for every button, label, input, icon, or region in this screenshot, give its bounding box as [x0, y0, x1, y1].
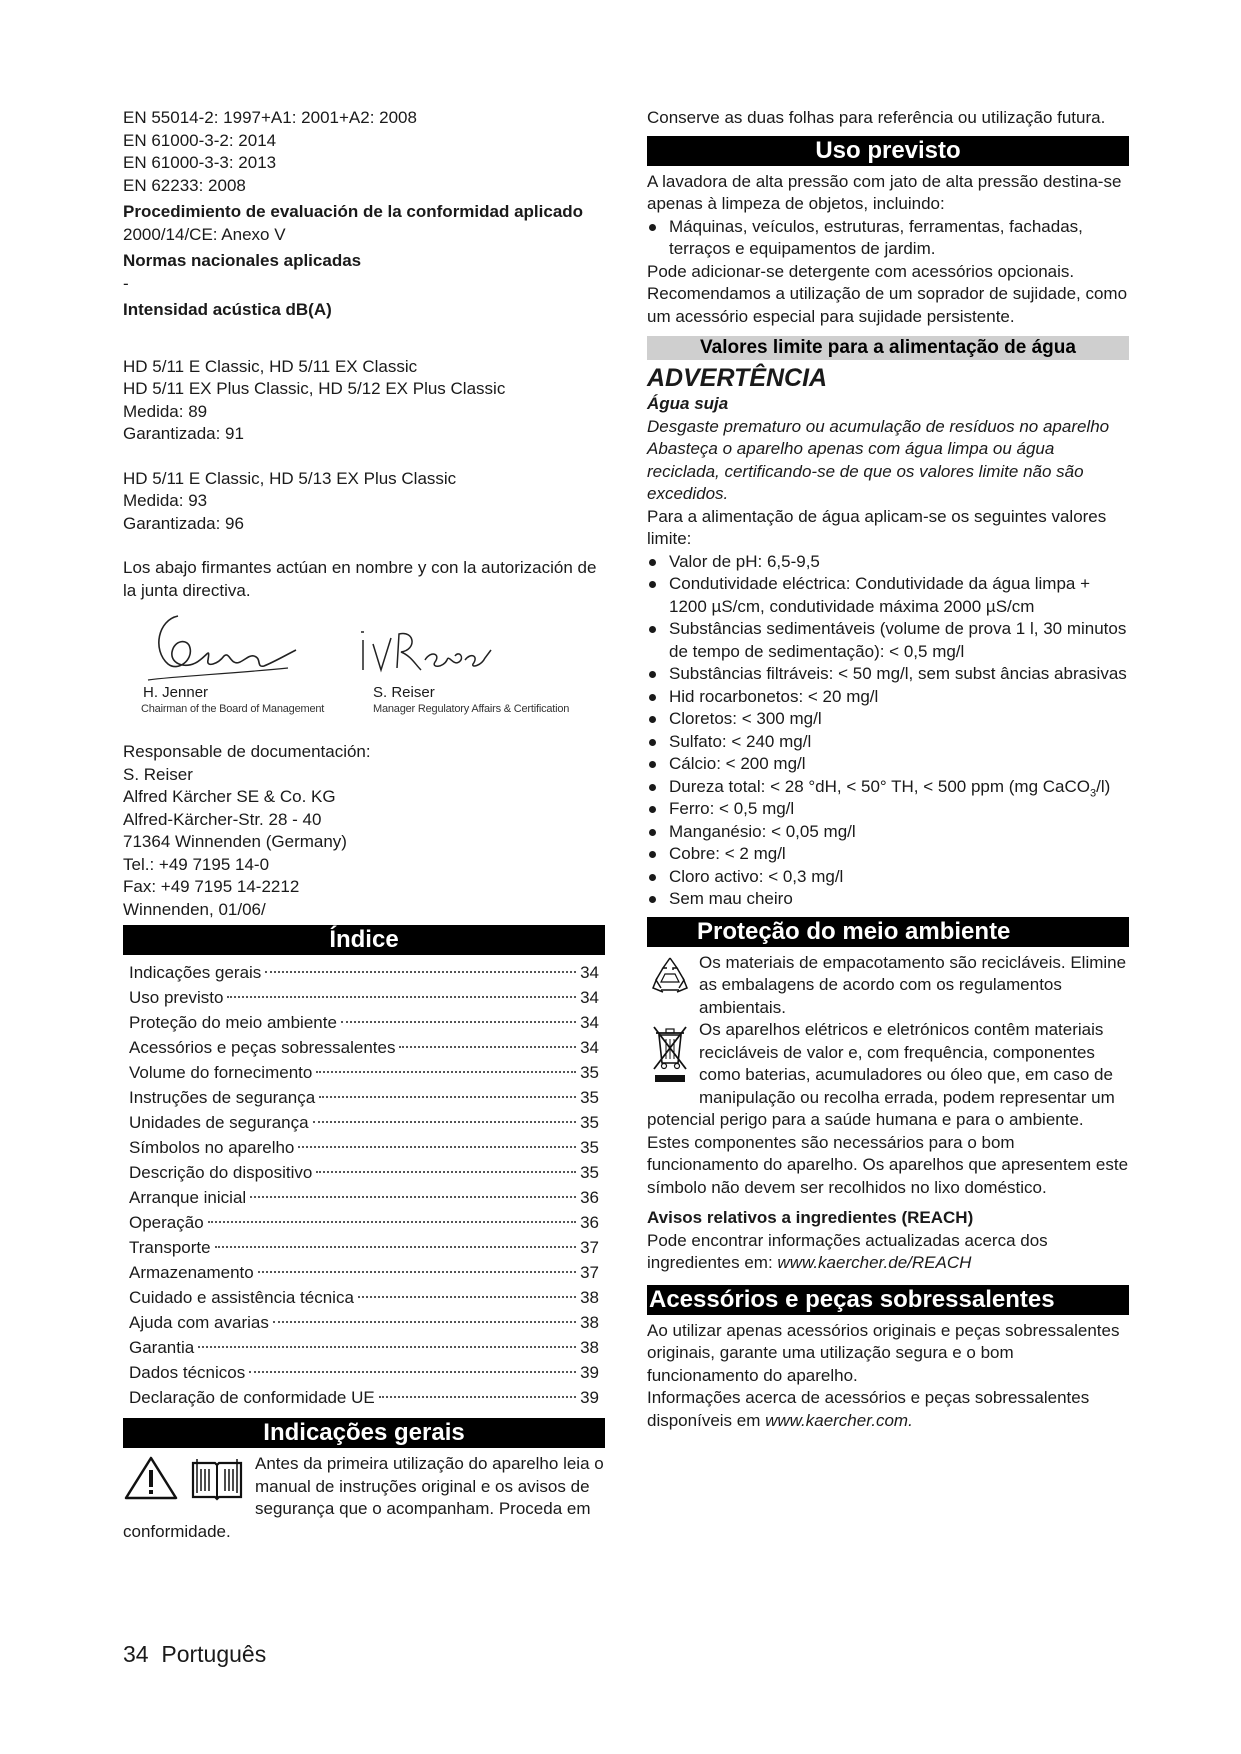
- toc-leader-dots: [358, 1296, 576, 1298]
- toc-entry[interactable]: [123, 1310, 605, 1335]
- recycle-notice: [647, 952, 1129, 1020]
- reach-text: Pode encontrar informações actualizadas acerca dos ingredientes em:: [647, 1230, 1048, 1272]
- norms-list: [123, 107, 605, 197]
- toc-entry-page: 39: [580, 1363, 599, 1382]
- toc-entry-page: 38: [580, 1338, 599, 1357]
- hardness-text: Dureza total: < 28 °dH, < 50° TH, < 500 ppm (mg CaCO: [669, 776, 1091, 796]
- toc-entry-title: Ajuda com avarias: [129, 1313, 269, 1332]
- toc-entry-page: 35: [580, 1113, 599, 1132]
- page-footer: [123, 1640, 266, 1668]
- address-line: S. Reiser: [123, 764, 193, 784]
- list-item: Substâncias filtráveis: < 50 mg/l, sem subst âncias abrasivas: [647, 663, 1129, 686]
- list-item: Condutividade eléctrica: Condutividade da água limpa + 1200 µS/cm, condutividade máxima 2000 µS/cm: [647, 573, 1129, 618]
- water-limits-heading: Valores limite para a alimentação de água: [647, 336, 1129, 360]
- address-line: Alfred Kärcher SE & Co. KG: [123, 787, 336, 806]
- list-item: Hid rocarbonetos: < 20 mg/l: [647, 686, 1129, 709]
- toc-entry[interactable]: [123, 1085, 605, 1110]
- model-line: Garantizada: 91: [123, 424, 244, 443]
- toc-leader-dots: [313, 1121, 577, 1123]
- model-group-1: [123, 356, 605, 446]
- signature-jenner-image: [138, 610, 308, 682]
- toc-entry-title: Garantia: [129, 1338, 195, 1357]
- toc-entry[interactable]: [123, 1260, 605, 1285]
- environment-heading: Proteção do meio ambiente: [647, 917, 1129, 947]
- general-text: Antes da primeira utilização do aparelho leia o manual de instruções original e os avisos de segurança que o acompanham. Proceda em conformidade.: [123, 1454, 604, 1541]
- toc-entry-title: Uso previsto: [129, 988, 224, 1007]
- hardness-subscript: 3: [1090, 786, 1097, 799]
- signature-2-name: S. Reiser: [373, 684, 435, 701]
- toc-entry-page: 35: [580, 1138, 599, 1157]
- list-item: Cálcio: < 200 mg/l: [647, 753, 1129, 776]
- toc-entry-page: 35: [580, 1163, 599, 1182]
- toc-entry[interactable]: [123, 1335, 605, 1360]
- right-column: [647, 107, 1129, 1432]
- toc-entry[interactable]: [123, 1035, 605, 1060]
- toc-entry-page: 37: [580, 1263, 599, 1282]
- norm-line: EN 61000-3-2: 2014: [123, 130, 277, 150]
- norm-line: EN 55014-2: 1997+A1: 2001+A2: 2008: [123, 108, 417, 127]
- signature-reiser-image: [355, 620, 505, 680]
- list-item: Sulfato: < 240 mg/l: [647, 731, 1129, 754]
- toc-entry-title: Arranque inicial: [129, 1188, 247, 1207]
- list-item: Cloro activo: < 0,3 mg/l: [647, 866, 1129, 889]
- recycle-icon: [651, 954, 689, 1003]
- toc-entry[interactable]: [123, 1285, 605, 1310]
- toc-leader-dots: [258, 1271, 576, 1273]
- toc-entry-title: Unidades de segurança: [129, 1113, 309, 1132]
- index-heading: Índice: [123, 925, 605, 955]
- toc-entry[interactable]: [123, 985, 605, 1010]
- model-line: Medida: 89: [123, 401, 208, 421]
- warning-triangle-icon: [123, 1455, 179, 1508]
- use-text: Pode adicionar-se detergente com acessórios opcionais. Recomendamos a utilização de um soprador de sujidade, como um acessório especial para sujidade persistente.: [647, 261, 1128, 326]
- toc-leader-dots: [379, 1396, 576, 1398]
- toc-entry-page: 39: [580, 1388, 599, 1407]
- toc-entry-title: Símbolos no aparelho: [129, 1138, 295, 1157]
- reach-link[interactable]: www.kaercher.de/REACH: [777, 1253, 972, 1272]
- packaging-text: Os materiais de empacotamento são recicláveis. Elimine as embalagens de acordo com os regulamentos ambientais.: [699, 952, 1127, 1017]
- list-item: Sem mau cheiro: [647, 888, 1129, 911]
- toc-leader-dots: [215, 1246, 577, 1248]
- general-notice: [123, 1453, 605, 1543]
- left-column: [123, 107, 605, 1543]
- signature-2-role: Manager Regulatory Affairs & Certification: [373, 703, 570, 715]
- toc-leader-dots: [198, 1346, 576, 1348]
- address-line: Fax: +49 7195 14-2212: [123, 877, 300, 896]
- toc-leader-dots: [298, 1146, 576, 1148]
- model-line: Garantizada: 96: [123, 513, 244, 533]
- toc-entry-title: Acessórios e peças sobressalentes: [129, 1038, 396, 1057]
- toc-leader-dots: [250, 1196, 576, 1198]
- national-title: Normas nacionales aplicadas: [123, 251, 362, 270]
- toc-entry[interactable]: [123, 1060, 605, 1085]
- signers-note: Los abajo firmantes actúan en nombre y con la autorización de la junta directiva.: [123, 558, 597, 600]
- toc-leader-dots: [316, 1171, 576, 1173]
- accessories-paragraph-2: [647, 1387, 1129, 1432]
- use-heading: Uso previsto: [647, 136, 1129, 166]
- toc-entry-title: Declaração de conformidade UE: [129, 1388, 375, 1407]
- reach-paragraph: [647, 1230, 1129, 1275]
- toc-entry[interactable]: [123, 1185, 605, 1210]
- accessories-link[interactable]: www.kaercher.com.: [765, 1410, 913, 1430]
- toc-leader-dots: [341, 1021, 576, 1023]
- address-line: Winnenden, 01/06/: [123, 899, 266, 919]
- keep-sheets-text: Conserve as duas folhas para referência ou utilização futura.: [647, 108, 1106, 127]
- toc-leader-dots: [273, 1321, 576, 1323]
- toc-entry[interactable]: [123, 1010, 605, 1035]
- national-value: -: [123, 273, 129, 293]
- toc-entry-title: Volume do fornecimento: [129, 1063, 313, 1082]
- toc-entry-page: 36: [580, 1213, 599, 1232]
- model-line: HD 5/11 E Classic, HD 5/13 EX Plus Classic: [123, 468, 457, 488]
- toc-leader-dots: [208, 1221, 576, 1223]
- footer-language: Português: [161, 1641, 267, 1667]
- signature-1-role: Chairman of the Board of Management: [141, 703, 325, 715]
- toc-entry[interactable]: [123, 1360, 605, 1385]
- page-number: 34: [123, 1641, 149, 1667]
- toc-entry-page: 37: [580, 1238, 599, 1257]
- model-line: HD 5/11 E Classic, HD 5/11 EX Classic: [123, 356, 418, 376]
- toc-entry-page: 34: [580, 988, 599, 1007]
- model-line: Medida: 93: [123, 491, 208, 510]
- toc-entry-page: 35: [580, 1088, 599, 1107]
- accessories-heading: Acessórios e peças sobressalentes: [647, 1285, 1129, 1315]
- toc-leader-dots: [265, 971, 576, 973]
- warning-title: ADVERTÊNCIA: [647, 364, 828, 392]
- address-line: 71364 Winnenden (Germany): [123, 832, 347, 851]
- reach-title: Avisos relativos a ingredientes (REACH): [647, 1208, 974, 1227]
- address-line: Tel.: +49 7195 14-0: [123, 854, 270, 874]
- toc-entry-title: Transporte: [129, 1238, 211, 1257]
- toc-leader-dots: [227, 996, 576, 998]
- toc-entry-page: 38: [580, 1313, 599, 1332]
- signatures: [123, 602, 605, 727]
- acoustic-title: Intensidad acústica dB(A): [123, 300, 332, 319]
- toc-entry[interactable]: [123, 1385, 605, 1410]
- toc-entry-title: Cuidado e assistência técnica: [129, 1288, 354, 1307]
- accessories-text-2: Informações acerca de acessórios e peças sobressalentes disponíveis em: [647, 1388, 1090, 1430]
- toc-entry-page: 36: [580, 1188, 599, 1207]
- list-item: Manganésio: < 0,05 mg/l: [647, 821, 1129, 844]
- procedure-title: Procedimiento de evaluación de la conformidad aplicado: [123, 202, 584, 221]
- address-line: Responsable de documentación:: [123, 742, 371, 761]
- address-line: Alfred-Kärcher-Str. 28 - 40: [123, 809, 322, 829]
- toc-entry[interactable]: [123, 1110, 605, 1135]
- weee-text: Os aparelhos elétricos e eletrónicos contêm materiais recicláveis de valor e, com frequência, componentes como baterias, acumuladores ou óleo que, em caso de manipulação ou recolha errada, podem representar um potencial perigo para a saúde humana e para o ambiente. Estes componentes são necessários para o bom funcionamento do aparelho. Os aparelhos que apresentem este símbolo não devem ser recolhidos no lixo doméstico.: [647, 1020, 1129, 1197]
- toc-entry-page: 34: [580, 1038, 599, 1057]
- toc-entry-page: 38: [580, 1288, 599, 1307]
- model-line: HD 5/11 EX Plus Classic, HD 5/12 EX Plus Classic: [123, 379, 506, 398]
- toc-entry-page: 34: [580, 963, 599, 982]
- use-list: [647, 216, 1129, 261]
- toc-leader-dots: [399, 1046, 576, 1048]
- list-item: Cloretos: < 300 mg/l: [647, 708, 1129, 731]
- accessories-text-1: Ao utilizar apenas acessórios originais e peças sobressalentes originais, garante uma utilização segura e o bom funcionamento do aparelho.: [647, 1320, 1120, 1385]
- toc-entry-title: Armazenamento: [129, 1263, 254, 1282]
- crossed-bin-icon: [651, 1023, 689, 1090]
- list-item: Valor de pH: 6,5-9,5: [647, 551, 1129, 574]
- procedure-value: 2000/14/CE: Anexo V: [123, 224, 286, 244]
- toc-entry-title: Dados técnicos: [129, 1363, 246, 1382]
- toc-leader-dots: [249, 1371, 576, 1373]
- table-of-contents: [123, 960, 605, 1410]
- general-heading: Indicações gerais: [123, 1418, 605, 1448]
- toc-entry-page: 35: [580, 1063, 599, 1082]
- norm-line: EN 62233: 2008: [123, 175, 246, 195]
- warning-subtitle: Água suja: [647, 394, 729, 413]
- documentation-responsible: [123, 741, 605, 921]
- toc-entry[interactable]: [123, 1235, 605, 1260]
- toc-entry-title: Instruções de segurança: [129, 1088, 316, 1107]
- list-item: [647, 776, 1129, 799]
- toc-entry-page: 34: [580, 1013, 599, 1032]
- warning-instruction: Abasteça o aparelho apenas com água limpa ou água reciclada, certificando-se de que os valores limite não são excedidos.: [647, 439, 1084, 503]
- toc-entry-title: Proteção do meio ambiente: [129, 1013, 337, 1032]
- model-group-2: [123, 468, 605, 536]
- hardness-unit: /l): [1096, 776, 1111, 796]
- toc-leader-dots: [319, 1096, 576, 1098]
- toc-entry[interactable]: [123, 1210, 605, 1235]
- warning-consequence: Desgaste prematuro ou acumulação de resíduos no aparelho: [647, 416, 1110, 436]
- list-item: Cobre: < 2 mg/l: [647, 843, 1129, 866]
- list-item: Ferro: < 0,5 mg/l: [647, 798, 1129, 821]
- toc-entry[interactable]: [123, 960, 605, 985]
- use-intro: A lavadora de alta pressão com jato de alta pressão destina-se apenas à limpeza de objetos, incluindo:: [647, 171, 1122, 213]
- weee-notice: [647, 1019, 1129, 1199]
- limits-list: [647, 551, 1129, 911]
- limits-intro: Para a alimentação de água aplicam-se os seguintes valores limite:: [647, 506, 1107, 548]
- norm-line: EN 61000-3-3: 2013: [123, 153, 277, 172]
- list-item: Substâncias sedimentáveis (volume de prova 1 l, 30 minutos de tempo de sedimentação): < 0,5 mg/l: [647, 618, 1129, 663]
- toc-entry[interactable]: [123, 1135, 605, 1160]
- toc-entry-title: Operação: [129, 1213, 204, 1232]
- toc-entry[interactable]: [123, 1160, 605, 1185]
- list-item: Máquinas, veículos, estruturas, ferramentas, fachadas, terraços e equipamentos de jardim.: [647, 216, 1129, 261]
- manual-book-icon: [189, 1455, 245, 1508]
- signature-1-name: H. Jenner: [143, 684, 209, 701]
- toc-entry-title: Indicações gerais: [129, 963, 262, 982]
- toc-leader-dots: [316, 1071, 576, 1073]
- toc-entry-title: Descrição do dispositivo: [129, 1163, 313, 1182]
